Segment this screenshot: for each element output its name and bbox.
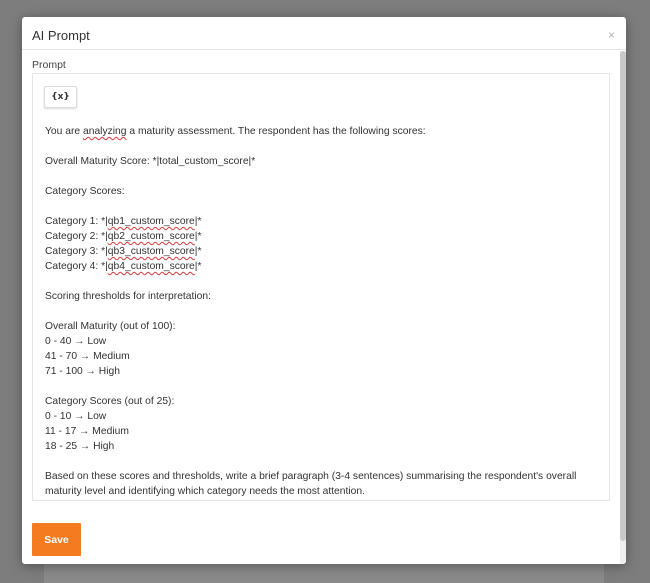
text-segment: Category 3: *|: [45, 246, 108, 257]
modal-body: [22, 51, 626, 564]
text-line: 71 - 100 → High: [45, 366, 120, 377]
misspelled-word: analyzing: [82, 126, 127, 137]
insert-variable-button[interactable]: {x}: [44, 86, 77, 108]
blank-line: [45, 199, 597, 214]
modal-header: [22, 17, 626, 50]
misspelled-word: qb3_custom_score: [107, 246, 195, 257]
text-segment: Category 4: *|: [45, 261, 108, 272]
text-segment: a maturity assessment. The respondent has the following scores:: [126, 126, 426, 137]
text-line: [45, 259, 597, 274]
save-button[interactable]: Save: [32, 523, 81, 556]
text-line: [45, 229, 597, 244]
text-segment: |*: [194, 216, 202, 227]
blank-line: [45, 274, 597, 289]
text-line: 41 - 70 → Medium: [45, 351, 130, 362]
text-line: Scoring thresholds for interpretation:: [45, 291, 211, 302]
close-icon[interactable]: ×: [607, 28, 615, 42]
text-line: 18 - 25 → High: [45, 441, 115, 452]
text-line: maturity level and identifying which category needs the most attention.: [45, 486, 365, 497]
text-line: [45, 244, 597, 259]
text-segment: |*: [194, 246, 202, 257]
modal-scrollbar[interactable]: [620, 51, 626, 564]
misspelled-word: qb4_custom_score: [107, 261, 195, 272]
prompt-editor[interactable]: [32, 73, 610, 501]
blank-line: [45, 169, 597, 184]
blank-line: [45, 139, 597, 154]
text-line: Category Scores:: [45, 186, 125, 197]
text-segment: |*: [194, 231, 202, 242]
text-line: 11 - 17 → Medium: [45, 426, 129, 437]
text-line: Overall Maturity (out of 100):: [45, 321, 176, 332]
text-line: [45, 214, 597, 229]
blank-line: [45, 304, 597, 319]
scrollbar-thumb[interactable]: [620, 51, 626, 541]
misspelled-word: qb1_custom_score: [107, 216, 195, 227]
text-line: 0 - 40 → Low: [45, 336, 107, 347]
prompt-text[interactable]: [45, 124, 597, 499]
text-line: Category Scores (out of 25):: [45, 396, 175, 407]
misspelled-word: qb2_custom_score: [107, 231, 195, 242]
text-segment: Category 2: *|: [45, 231, 108, 242]
text-segment: You are: [45, 126, 83, 137]
blank-line: [45, 454, 597, 469]
text-line: [45, 124, 597, 139]
text-segment: |*: [194, 261, 202, 272]
text-line: 0 - 10 → Low: [45, 411, 107, 422]
modal-title: AI Prompt: [32, 28, 90, 43]
prompt-label: Prompt: [32, 59, 66, 71]
text-line: Overall Maturity Score: *|total_custom_score|*: [45, 156, 256, 167]
text-segment: Category 1: *|: [45, 216, 108, 227]
blank-line: [45, 379, 597, 394]
text-line: Based on these scores and thresholds, write a brief paragraph (3-4 sentences) summarising the respondent's overall: [45, 471, 577, 482]
ai-prompt-modal: [22, 17, 626, 564]
